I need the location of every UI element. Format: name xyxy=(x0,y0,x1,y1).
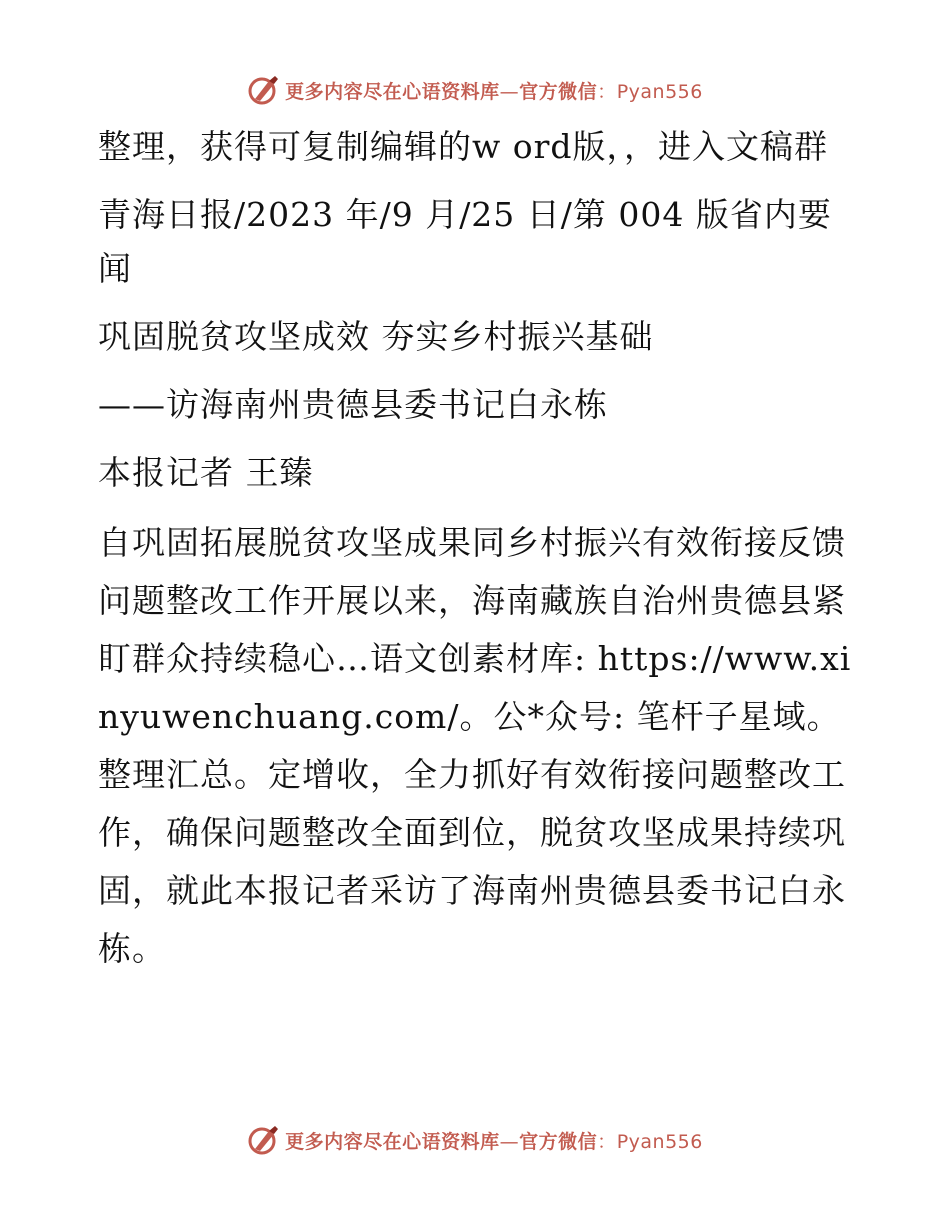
document-body xyxy=(98,120,858,992)
article-subtitle: ——访海南州贵德县委书记白永栋 xyxy=(98,385,608,424)
reporter-byline: 本报记者 王臻 xyxy=(98,453,314,492)
pen-logo-icon xyxy=(247,73,281,107)
banner-text: 更多内容尽在心语资料库—官方微信：Pyan556 xyxy=(285,1130,703,1153)
intro-line: 整理，获得可复制编辑的w ord版，，进入文稿群 xyxy=(98,127,829,166)
source-line: 青海日报/2023 年/9 月/25 日/第 004 版省内要闻 xyxy=(98,195,832,288)
body-paragraph: 自巩固拓展脱贫攻坚成果同乡村振兴有效衔接反馈问题整改工作开展以来，海南藏族自治州贵德县紧盯群众持续稳心…语文创素材库: https://www.xinyuwenchuang.com/。公*众号: 笔杆子星域。整理汇总。定增收，全力抓好有效衔接问题整改工作，确保问题整改全面到位，脱贫攻坚成果持续巩固，就此本报记者采访了海南州贵德县委书记白永栋。 xyxy=(98,523,852,968)
footer-banner xyxy=(0,1120,950,1160)
banner-text: 更多内容尽在心语资料库—官方微信：Pyan556 xyxy=(285,80,703,103)
pen-logo-icon xyxy=(247,1123,281,1157)
article-title: 巩固脱贫攻坚成效 夯实乡村振兴基础 xyxy=(98,317,654,356)
header-banner xyxy=(0,70,950,110)
